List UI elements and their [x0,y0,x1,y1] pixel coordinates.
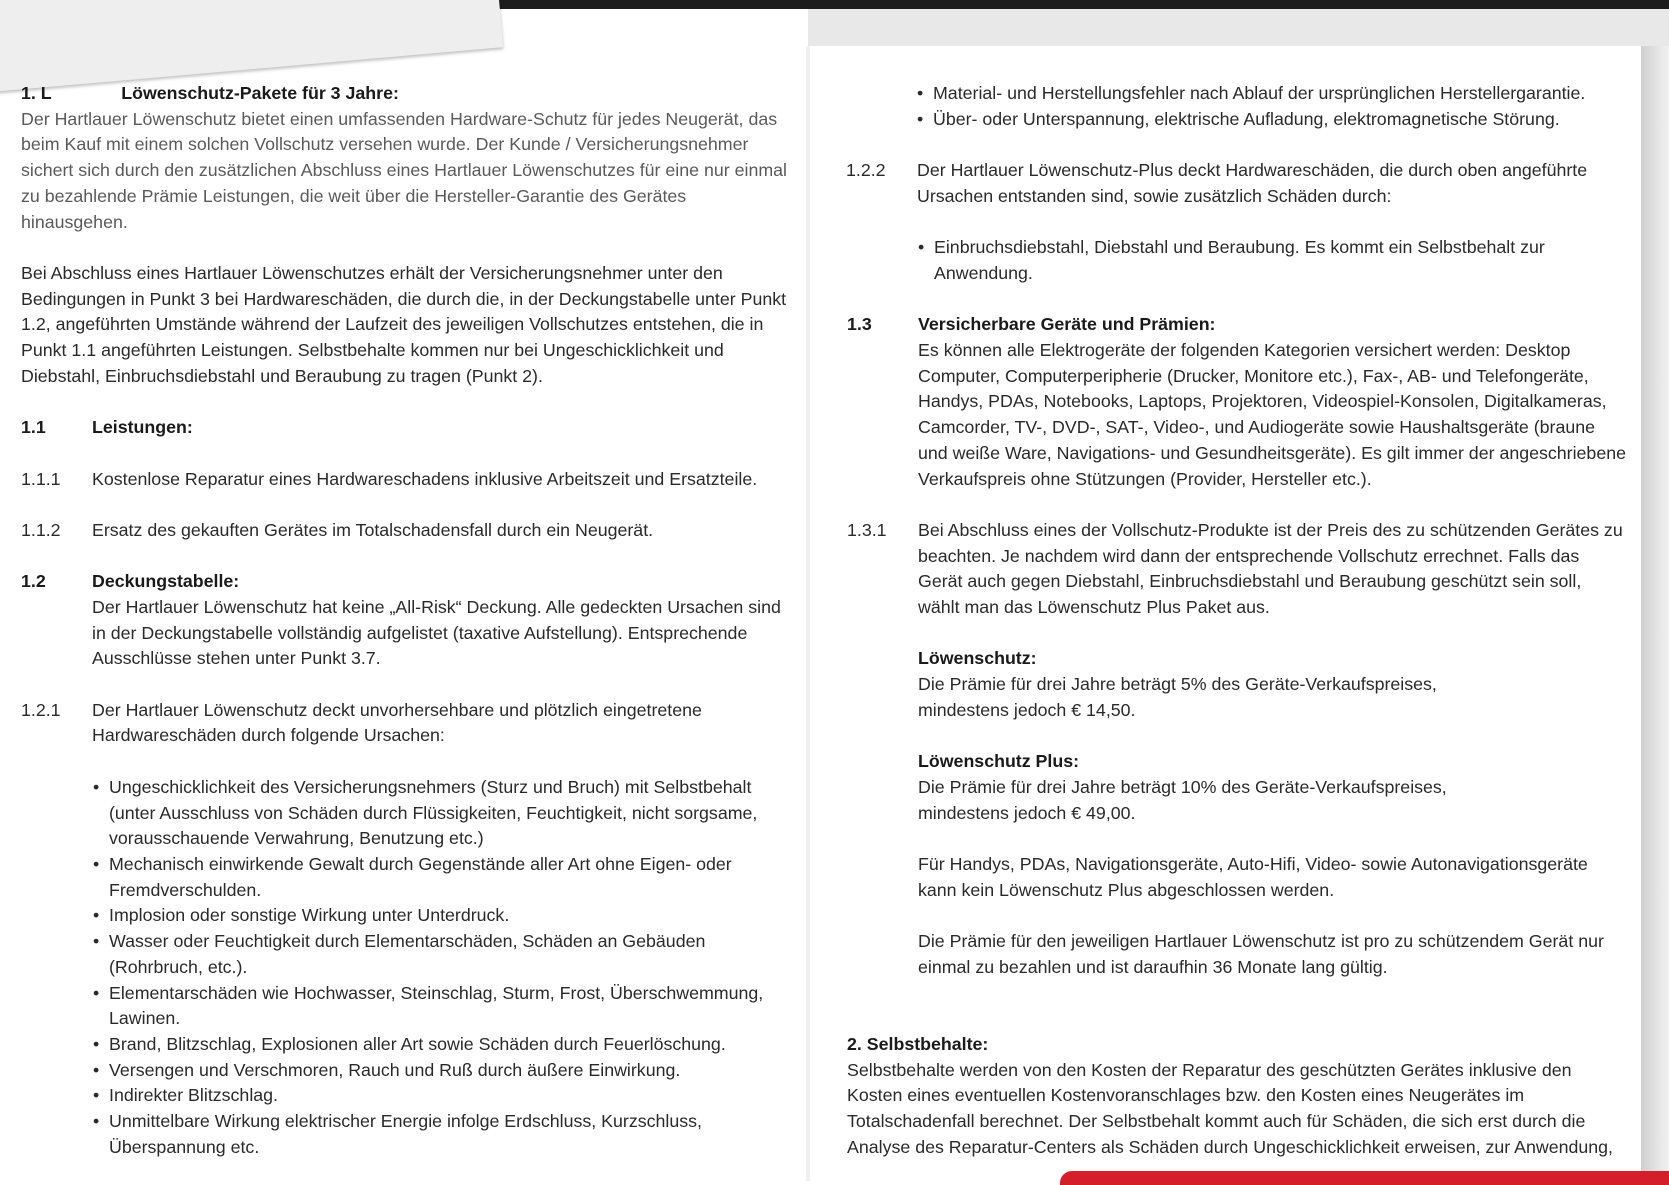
list-item: • Über- oder Unterspannung, elektrische Aufladung, elektromagnetische Störung. [917,107,1627,133]
loewenschutz-minimum: mindestens jedoch € 14,50. [918,699,1136,720]
intro-paragraph: Der Hartlauer Löwenschutz bietet einen umfassenden Hardware-Schutz für jedes Neugerät, das beim Kauf mit einem solchen Vollschutz versehen wurde. Der Kunde / Versicherungsnehmer sichert sich durch den zusätzlichen Abschluss eines Hartlauer Löwenschutzes für eine nur einmal zu bezahlende Prämie Leistungen, die weit über die Hersteller-Garantie des Gerätes hinausgehen. [21,108,787,232]
section-1-1-heading: 1.1 Leistungen: [21,417,193,438]
left-page-content [21,81,791,1160]
loewenschutz-plus-title: Löwenschutz Plus: [918,751,1080,772]
heading-text: Löwenschutz-Pakete für 3 Jahre: [121,83,399,103]
list-item: • Mechanisch einwirkende Gewalt durch Gegenstände aller Art ohne Eigen- oder Fremdverschulden. [93,852,791,903]
loewenschutz-plus-premium: Die Prämie für drei Jahre beträgt 10% des Geräte-Verkaufspreises, [918,776,1447,797]
section-1-2-1: 1.2.1 Der Hartlauer Löwenschutz deckt unvorhersehbare und plötzlich eingetretene Hardwareschäden durch folgende Ursachen: [21,699,702,746]
abschluss-paragraph: Bei Abschluss eines Hartlauer Löwenschutzes erhält der Versicherungsnehmer unter den Bedingungen in Punkt 3 bei Hardwareschäden, die durch die, in der Deckungstabelle unter Punkt 1.2, angeführten Umstände während der Laufzeit des jeweiligen Vollschutzes entstehen, die in Punkt 1.1 angeführten Leistungen. Selbstbehalte kommen nur bei Ungeschicklichkeit und Diebstahl, Einbruchsdiebstahl und Beraubung zu tragen (Punkt 2). [21,262,787,386]
list-item: • Versengen und Verschmoren, Rauch und Ruß durch äußere Einwirkung. [93,1058,791,1084]
section-1-3-heading: 1.3 Versicherbare Geräte und Prämien: [847,314,1216,335]
plus-causes-list [847,235,1627,286]
loewenschutz-premium: Die Prämie für drei Jahre beträgt 5% des Geräte-Verkaufspreises, [918,674,1437,695]
section-1-2-text: Der Hartlauer Löwenschutz hat keine „All-Risk“ Deckung. Alle gedeckten Ursachen sind in der Deckungstabelle vollständig aufgelistet (taxative Aufstellung). Entsprechende Ausschlüsse stehen unter Punkt 3.7. [92,596,781,669]
section-1-heading [21,81,791,107]
page-gutter [806,46,810,1181]
continued-causes-list [846,81,1627,132]
section-2-heading: 2. Selbstbehalte: [847,1033,989,1054]
section-1-3-1: 1.3.1 Bei Abschluss eines der Vollschutz-Produkte ist der Preis des zu schützenden Gerätes zu beachten. Je nachdem wird dann der entsprechende Vollschutz errechnet. Falls das Gerät auch gegen Diebstahl, Einbruchsdiebstahl und Beraubung geschützt sein soll, wählt man das Löwenschutz Plus Paket aus. [847,519,1623,617]
section-1-3-text: Es können alle Elektrogeräte der folgenden Kategorien versichert werden: Desktop Computer, Computerperipherie (Drucker, Monitore etc.), Fax-, AB- und Telefongeräte, Handys, PDAs, Notebooks, Laptops, Projektoren, Videospiel-Konsolen, Digitalkameras, Camcorder, TV-, DVD-, SAT-, Video-, und Audiogeräte sowie Haushaltsgeräte (braune und weiße Ware, Navigations- und Gesundheitsgeräte). Es gilt immer der angeschriebene Verkaufspreis ohne Stützungen (Provider, Hersteller etc.). [918,339,1626,489]
list-item: • Implosion oder sonstige Wirkung unter Unterdruck. [93,903,791,929]
loewenschutz-title: Löwenschutz: [918,648,1037,669]
list-item: • Ungeschicklichkeit des Versicherungsnehmers (Sturz und Bruch) mit Selbstbehalt (unter Ausschluss von Schäden durch Flüssigkeiten, Feuchtigkeit, nicht sorgsame, vorausschauende Verwahrung, Benutzung etc.) [93,775,791,852]
list-item: • Wasser oder Feuchtigkeit durch Elementarschäden, Schäden an Gebäuden (Rohrbruch, etc.). [93,929,791,980]
red-footer-band [1060,1171,1669,1185]
coverage-causes-list [21,775,791,1161]
right-page-content [847,81,1627,1160]
list-item: • Brand, Blitzschlag, Explosionen aller Art sowie Schäden durch Feuerlöschung. [93,1032,791,1058]
right-binding [1641,46,1669,1181]
list-item: • Elementarschäden wie Hochwasser, Steinschlag, Sturm, Frost, Überschwemmung, Lawinen. [93,981,791,1032]
section-1-1-2: 1.1.2 Ersatz des gekauften Gerätes im Totalschadensfall durch ein Neugerät. [21,519,654,540]
list-item: • Unmittelbare Wirkung elektrischer Energie infolge Erdschluss, Kurzschluss, Überspannung etc. [93,1109,791,1160]
section-1-2-2: 1.2.2 Der Hartlauer Löwenschutz-Plus deckt Hardwareschäden, die durch oben angeführte Ursachen entstanden sind, sowie zusätzlich Schäden durch: [846,160,1588,206]
section-1-2-heading: 1.2 Deckungstabelle: [21,571,240,592]
list-item: • Einbruchsdiebstahl, Diebstahl und Beraubung. Es kommt ein Selbstbehalt zur Anwendung. [918,235,1627,286]
list-item: • Material- und Herstellungsfehler nach Ablauf der ursprünglichen Herstellergarantie. [917,81,1627,107]
section-1-1-1: 1.1.1 Kostenlose Reparatur eines Hardwareschadens inklusive Arbeitszeit und Ersatzteile. [21,468,758,489]
heading-prefix: 1. L [21,83,52,103]
praemie-note: Die Prämie für den jeweiligen Hartlauer Löwenschutz ist pro zu schützendem Gerät nur einmal zu bezahlen und ist daraufhin 36 Monate lang gültig. [918,931,1604,977]
right-page-edge [808,9,1669,49]
torn-paper-overlay [0,0,503,92]
loewenschutz-plus-minimum: mindestens jedoch € 49,00. [918,802,1136,823]
section-2-text: Selbstbehalte werden von den Kosten der Reparatur des geschützten Gerätes inklusive den Kosten eines eventuellen Kostenvoranschlages bzw. den Kosten eines Neugerätes im Totalschadenfall berechnet. Der Selbstbehalt kommt auch für Schäden, die sich erst durch die Analyse des Reparatur-Centers als Schäden durch Ungeschicklichkeit erweisen, zur Anwendung, [847,1059,1613,1157]
list-item: • Indirekter Blitzschlag. [93,1083,791,1109]
handys-note: Für Handys, PDAs, Navigationsgeräte, Auto-Hifi, Video- sowie Autonavigationsgeräte kann kein Löwenschutz Plus abgeschlossen werden. [918,853,1588,900]
